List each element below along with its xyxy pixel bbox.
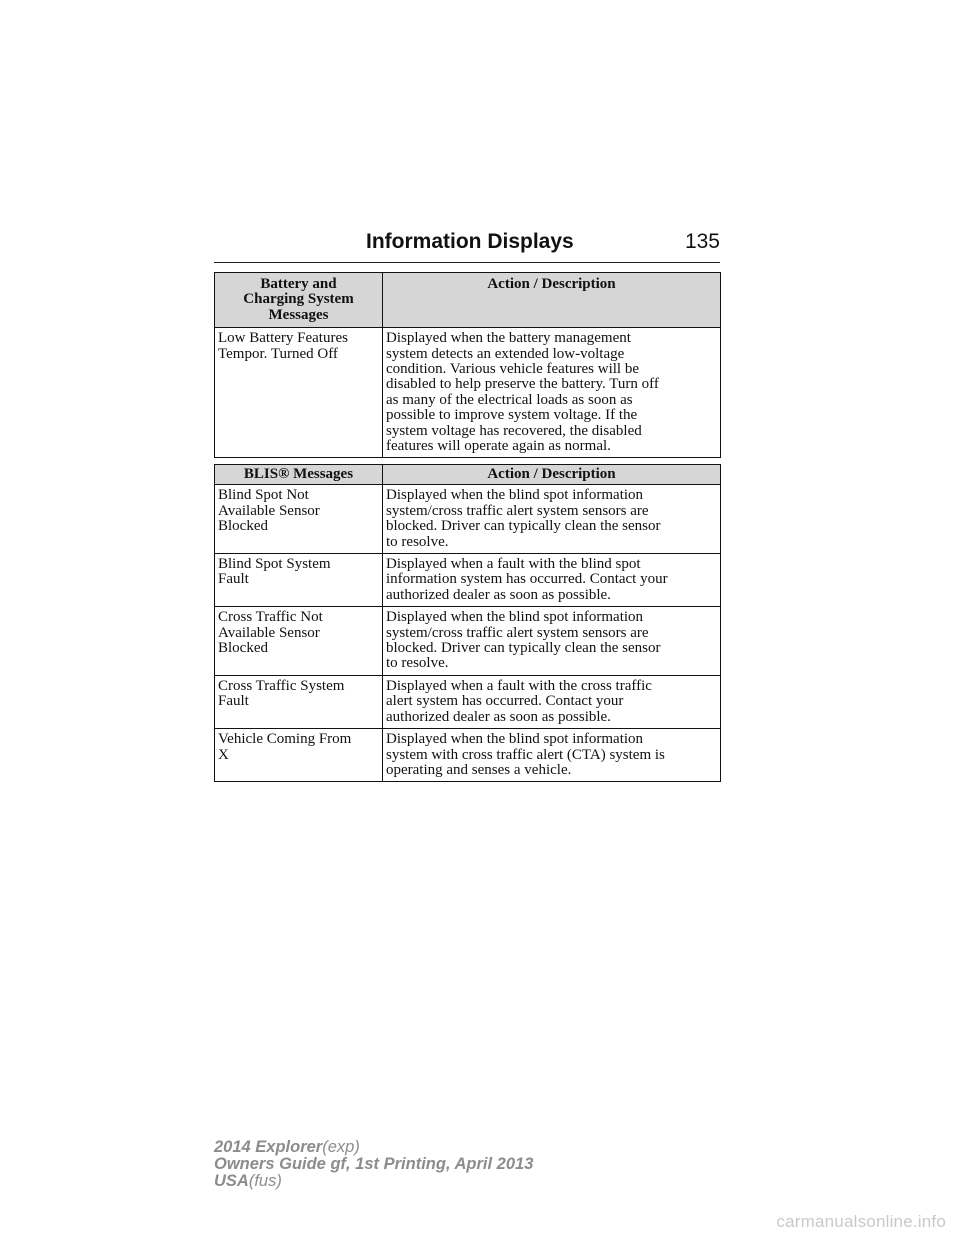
page-number: 135 — [684, 230, 720, 253]
message-cell: Cross Traffic System Fault — [215, 675, 383, 728]
description-cell: Displayed when the blind spot information system/cross traffic alert system sensors are blocked. Driver can typically clean the sensor to resolve. — [383, 607, 721, 676]
footer-line-1 — [214, 1139, 533, 1156]
table-header-row — [215, 465, 721, 485]
table-row — [215, 607, 721, 676]
table-header-row — [215, 273, 721, 328]
section-title: Information Displays — [366, 230, 574, 253]
battery-messages-table — [214, 272, 721, 458]
footer-market-code: (fus) — [248, 1172, 282, 1190]
page-header — [214, 228, 720, 263]
column-header-description: Action / Description — [383, 465, 721, 485]
description-cell: Displayed when a fault with the blind spot information system has occurred. Contact your authorized dealer as soon as possible. — [383, 554, 721, 607]
message-cell: Vehicle Coming From X — [215, 729, 383, 782]
description-cell: Displayed when the blind spot information system/cross traffic alert system sensors are blocked. Driver can typically clean the sensor to resolve. — [383, 485, 721, 554]
message-cell: Blind Spot System Fault — [215, 554, 383, 607]
watermark: carmanualsonline.info — [776, 1212, 946, 1231]
footer-market: USA — [214, 1172, 249, 1190]
message-cell: Cross Traffic Not Available Sensor Blocked — [215, 607, 383, 676]
print-footer — [214, 1139, 533, 1190]
footer-model-code: (exp) — [322, 1138, 360, 1156]
column-header-message: Battery and Charging System Messages — [215, 273, 383, 328]
description-cell: Displayed when the battery management system detects an extended low-voltage condition. Various vehicle features will be disabled to help preserve the battery. Turn off as many of the electrical loads as soon as possible to improve system voltage. If the system voltage has recovered, the disabled features will operate again as normal. — [383, 328, 721, 458]
description-cell: Displayed when the blind spot information system with cross traffic alert (CTA) system is operating and senses a vehicle. — [383, 729, 721, 782]
message-cell: Blind Spot Not Available Sensor Blocked — [215, 485, 383, 554]
table-row — [215, 485, 721, 554]
table-row — [215, 554, 721, 607]
blis-messages-table — [214, 464, 721, 782]
column-header-message: BLIS® Messages — [215, 465, 383, 485]
table-row — [215, 675, 721, 728]
table-row — [215, 328, 721, 458]
footer-line-2: Owners Guide gf, 1st Printing, April 2013 — [214, 1155, 534, 1173]
footer-line-3 — [214, 1173, 533, 1190]
table-row — [215, 729, 721, 782]
column-header-description: Action / Description — [383, 273, 721, 328]
description-cell: Displayed when a fault with the cross traffic alert system has occurred. Contact your authorized dealer as soon as possible. — [383, 675, 721, 728]
message-cell: Low Battery Features Tempor. Turned Off — [215, 328, 383, 458]
footer-model: 2014 Explorer — [214, 1138, 323, 1156]
